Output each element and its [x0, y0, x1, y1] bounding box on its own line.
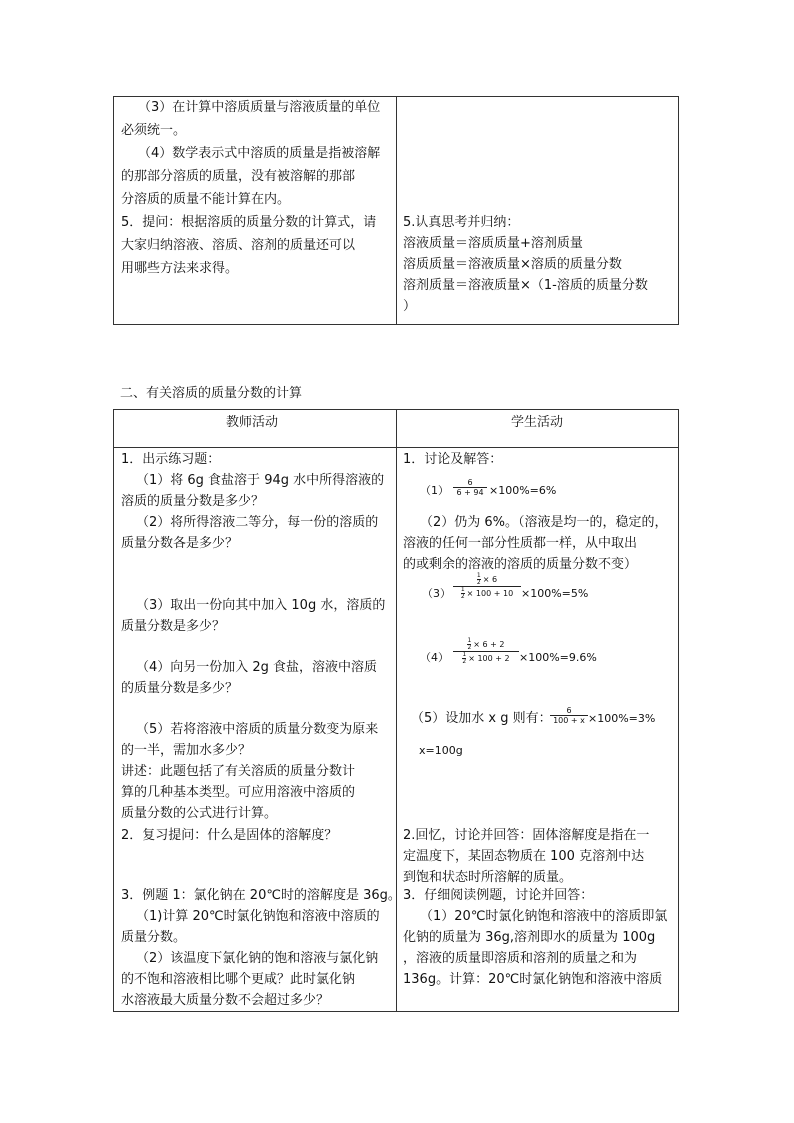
numerator: 6: [467, 478, 473, 487]
text-line: 136g。计算：20℃时氯化钠饱和溶液中溶质: [403, 972, 663, 987]
text-line: （1)计算 20℃时氯化钠饱和溶液中溶质的: [136, 909, 380, 924]
text-line: 定温度下，某固态物质在 100 克溶剂中达: [403, 849, 645, 864]
text-line: 2．复习提问：什么是固体的溶解度？: [121, 828, 338, 843]
text-line: 的质量分数是多少？: [121, 681, 239, 696]
text-line: （5）若将溶液中溶质的质量分数变为原来: [136, 722, 379, 737]
numerator: 6: [566, 706, 572, 715]
header-student: 学生活动: [511, 415, 564, 430]
answer-1-label: （1）: [420, 484, 449, 497]
column-divider: [396, 410, 397, 1011]
text-line: 水溶液最大质量分数不会超过多少？: [121, 993, 330, 1008]
header-rule: [114, 447, 678, 448]
section-title: 二、有关溶质的质量分数的计算: [120, 386, 303, 401]
text-line: 算的几种基本类型。可应用溶液中溶质的: [121, 785, 356, 800]
text-line: 的不饱和溶液相比哪个更咸？此时氯化钠: [121, 972, 356, 987]
text-line: 5.认真思考并归纳：: [403, 215, 520, 230]
text-line: （2）该温度下氯化钠的饱和溶液与氯化钠: [136, 951, 379, 966]
text-line: 3．仔细阅读例题，讨论并回答：: [403, 888, 594, 903]
half-fraction: $\frac{1}{2}$: [462, 651, 467, 665]
text-line: 的或剩余的溶液的溶质的质量分数不变）: [403, 557, 638, 572]
header-teacher: 教师活动: [226, 415, 279, 430]
text-line: 化钠的质量为 36g,溶剂即水的质量为 100g: [403, 930, 656, 945]
text-line: 用哪些方法来求得。: [121, 261, 239, 276]
student-column: [397, 97, 679, 324]
text-line: （4）向另一份加入 2g 食盐，溶液中溶质: [136, 660, 378, 675]
text-line: 1．讨论及解答：: [403, 452, 503, 467]
answer-4-label: （4）: [420, 651, 449, 664]
numerator: $\frac{1}{2}$ × 6: [476, 572, 498, 586]
text-line: ）: [403, 299, 417, 314]
text-line: 讲述：此题包括了有关溶质的质量分数计: [121, 764, 356, 779]
answer-1-result: ×100%=6%: [489, 484, 557, 497]
answer-4-fraction: [453, 638, 519, 665]
text-line: 质量分数是多少？: [121, 619, 226, 634]
calculation-table: [113, 409, 679, 1012]
half-fraction: $\frac{1}{2}$: [476, 572, 481, 586]
text-line: 5．提问：根据溶质的质量分数的计算式，请: [121, 215, 377, 230]
text-line: 溶质的质量分数是多少？: [121, 494, 265, 509]
answer-3-label: （3）: [422, 587, 451, 600]
answer-4-result: ×100%=9.6%: [519, 651, 597, 664]
text-line: 质量分数各是多少？: [121, 536, 239, 551]
text-line: （2）仍为 6%。（溶液是均一的，稳定的，: [420, 515, 668, 530]
text-line: 溶液质量＝溶质质量+溶剂质量: [403, 236, 583, 251]
text-line: 1．出示练习题：: [121, 452, 221, 467]
text-line: 质量分数。: [121, 930, 187, 945]
answer-5-result: ×100%=3%: [588, 712, 656, 725]
text-line: 溶剂质量＝溶液质量×（1-溶质的质量分数: [403, 278, 648, 293]
teacher-column: [114, 97, 396, 324]
numerator: $\frac{1}{2}$ × 6 + 2: [467, 637, 505, 651]
half-fraction: $\frac{1}{2}$: [467, 637, 472, 651]
answer-3-fraction: [453, 573, 521, 600]
text-line: （3）取出一份向其中加入 10g 水，溶质的: [136, 598, 386, 613]
text-line: 2.回忆，讨论并回答：固体溶解度是指在一: [403, 828, 650, 843]
text-line: 必须统一。: [121, 123, 187, 138]
text-line: 质量分数的公式进行计算。: [121, 806, 278, 821]
text-line: （1）将 6g 食盐溶于 94g 水中所得溶液的: [136, 473, 385, 488]
text-line: （3）在计算中溶质质量与溶液质量的单位: [138, 100, 381, 115]
text-line: 溶液的任何一部分性质都一样，从中取出: [403, 536, 638, 551]
text-line: 的那部分溶质的质量，没有被溶解的那部: [121, 169, 356, 184]
half-fraction: $\frac{1}{2}$: [460, 586, 465, 600]
denominator: $\frac{1}{2}$ × 100 + 10: [460, 586, 514, 600]
text-line: 溶质质量＝溶液质量×溶质的质量分数: [403, 257, 622, 272]
answer-5-label: （5）设加水 x g 则有：: [411, 711, 552, 726]
text-line: （4）数学表示式中溶质的质量是指被溶解: [138, 146, 381, 161]
denominator: 100 + x: [553, 716, 585, 725]
text-line: （1）20℃时氯化钠饱和溶液中的溶质即氯: [420, 909, 668, 924]
text-line: 3．例题 1：氯化钠在 20℃时的溶解度是 36g。: [121, 888, 401, 903]
answer-3-result: ×100%=5%: [521, 587, 589, 600]
denominator: $\frac{1}{2}$ × 100 + 2: [462, 651, 510, 665]
table-continued: [113, 96, 679, 325]
answer-1-fraction: [453, 478, 487, 497]
text-line: 大家归纳溶液、溶质、溶剂的质量还可以: [121, 238, 356, 253]
text-line: 到饱和状态时所溶解的质量。: [403, 870, 573, 885]
answer-5-x: x=100g: [419, 744, 463, 757]
answer-5-fraction: [550, 706, 588, 725]
denominator: 6 + 94: [456, 488, 484, 497]
text-line: ，溶液的质量即溶质和溶剂的质量之和为: [403, 951, 638, 966]
text-line: 分溶质的质量不能计算在内。: [121, 192, 291, 207]
text-line: 的一半，需加水多少？: [121, 743, 252, 758]
text-line: （2）将所得溶液二等分，每一份的溶质的: [136, 515, 379, 530]
